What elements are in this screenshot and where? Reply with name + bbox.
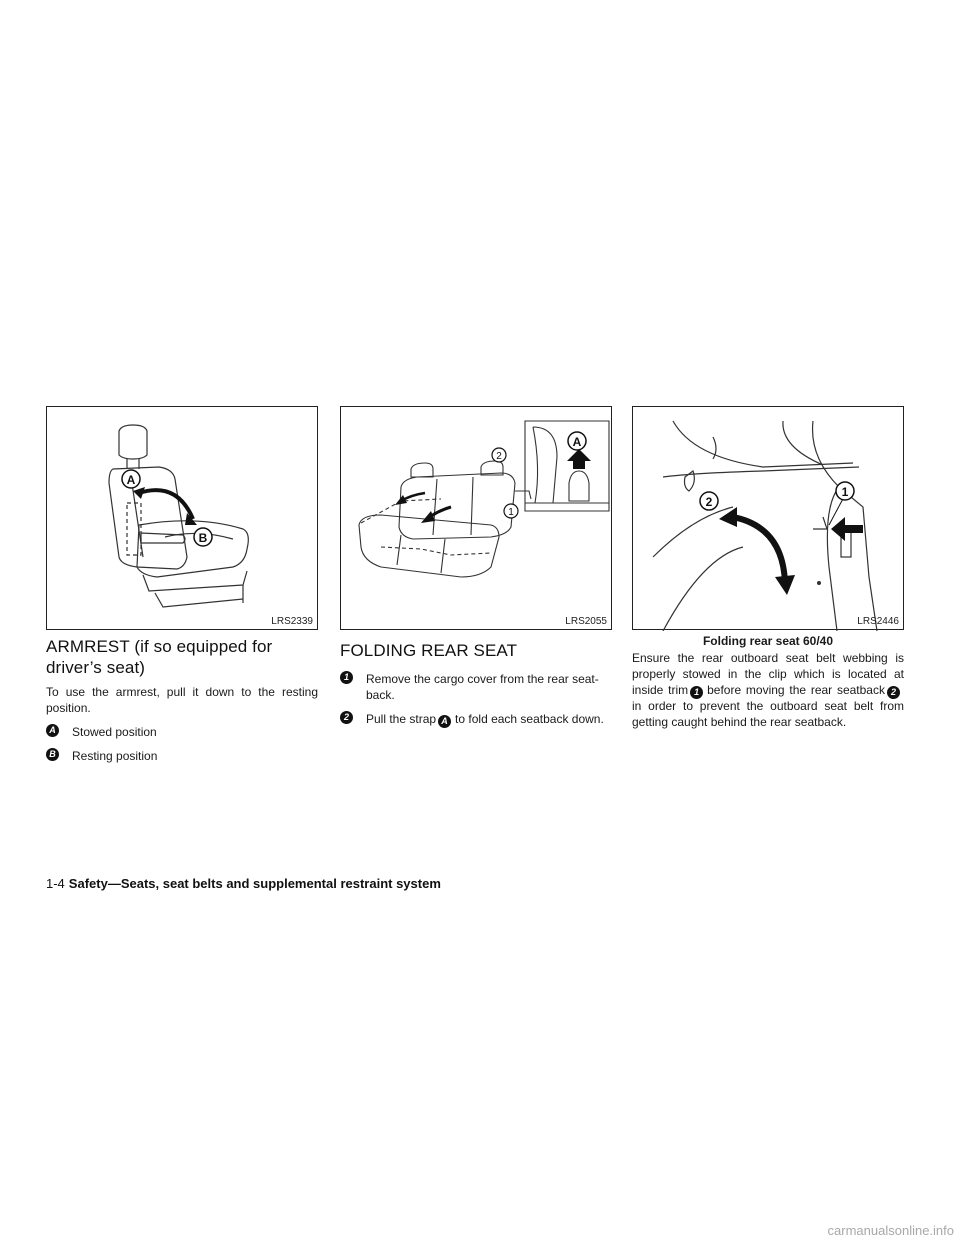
- figure-caption: Folding rear seat 60/40: [702, 634, 834, 648]
- armrest-figure: [46, 406, 318, 630]
- badge-a: A: [438, 715, 451, 728]
- step-text-pre: Pull the strap: [366, 712, 437, 726]
- folding-seat-section: [340, 640, 612, 727]
- outboard-text-2: before moving the rear seatback: [707, 683, 885, 697]
- armrest-illustration: [47, 407, 319, 631]
- folding-heading: FOLDING REAR SEAT: [340, 641, 518, 660]
- badge-2: 2: [340, 711, 353, 724]
- label-a: A: [126, 473, 136, 487]
- page-number: 1-4: [46, 876, 65, 891]
- figure-code: LRS2446: [857, 616, 899, 627]
- badge-b: B: [46, 748, 59, 761]
- figure-code: LRS2055: [565, 616, 607, 627]
- seatbelt-clip-figure: [632, 406, 904, 630]
- label-2: 2: [705, 495, 713, 509]
- badge-1: 1: [340, 671, 353, 684]
- figure-code: LRS2339: [271, 616, 313, 627]
- label-a: A: [572, 435, 582, 449]
- label-2: 2: [496, 451, 502, 462]
- armrest-heading: ARMREST (if so equipped for driver’s seat): [46, 637, 273, 677]
- armrest-intro: To use the armrest, pull it down to the resting position.: [46, 685, 318, 715]
- outboard-text-3: in order to prevent the outboard seat belt from getting caught behind the rear seatback.: [632, 699, 904, 729]
- outboard-section: [632, 634, 904, 730]
- watermark[interactable]: carmanualsonline.info: [827, 1223, 954, 1238]
- list-item: [46, 748, 318, 764]
- folding-rear-seat-figure: [340, 406, 612, 630]
- outboard-text-1: Ensure the rear outboard seat belt webbing is properly stowed in the clip which is located at inside trim: [632, 651, 904, 697]
- badge-a: A: [46, 724, 59, 737]
- badge-1: 1: [690, 686, 703, 699]
- label-1: 1: [841, 485, 849, 499]
- step-text-post: to fold each seatback down.: [455, 712, 604, 726]
- list-item: [340, 671, 612, 703]
- page-footer: [46, 876, 441, 891]
- label-b: B: [198, 531, 208, 545]
- section-title: Safety—Seats, seat belts and supplemental restraint system: [68, 876, 441, 891]
- list-item: [340, 711, 612, 727]
- badge-2: 2: [887, 686, 900, 699]
- label-1: 1: [508, 507, 514, 518]
- step-text: Remove the cargo cover from the rear seat-back.: [366, 672, 599, 702]
- item-text: Resting position: [72, 749, 158, 763]
- list-item: [46, 724, 318, 740]
- seatbelt-clip-illustration: [633, 407, 905, 631]
- item-text: Stowed position: [72, 725, 157, 739]
- folding-seat-illustration: [341, 407, 613, 631]
- outboard-paragraph: [632, 650, 904, 730]
- armrest-section: [46, 636, 318, 764]
